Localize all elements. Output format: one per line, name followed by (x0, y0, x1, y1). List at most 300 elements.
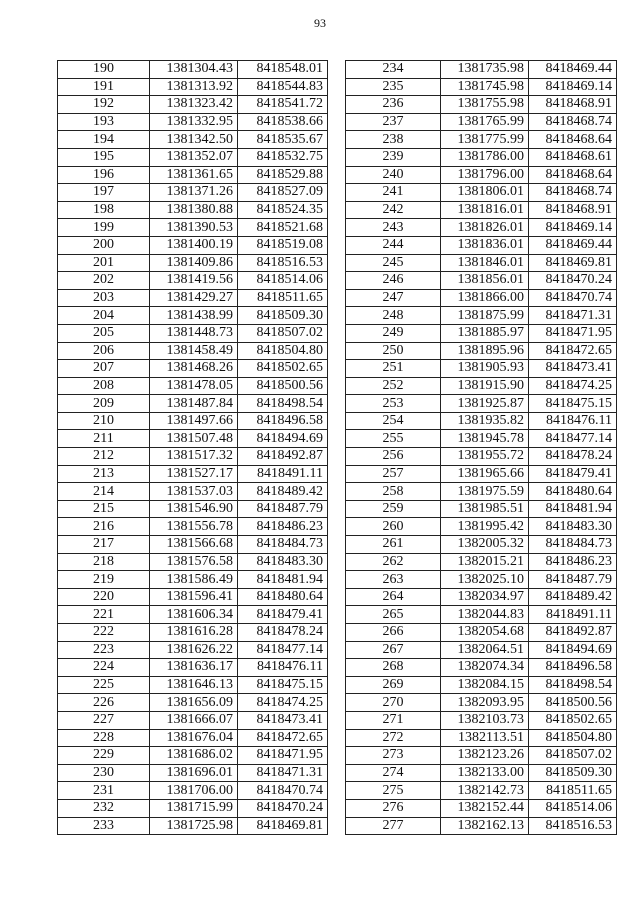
point-number-cell: 227 (58, 711, 150, 729)
point-number-cell: 190 (58, 61, 150, 79)
point-number-cell: 267 (346, 641, 441, 659)
x-coordinate-cell: 1381380.88 (150, 201, 238, 219)
point-number-cell: 243 (346, 219, 441, 237)
x-coordinate-cell: 1381915.90 (441, 377, 529, 395)
table-row (346, 465, 617, 483)
table-row (58, 571, 328, 589)
point-number-cell: 199 (58, 219, 150, 237)
y-coordinate-cell: 8418489.42 (238, 483, 328, 501)
table-row (346, 289, 617, 307)
point-number-cell: 254 (346, 412, 441, 430)
y-coordinate-cell: 8418471.31 (238, 764, 328, 782)
table-row (346, 430, 617, 448)
x-coordinate-cell: 1381352.07 (150, 148, 238, 166)
x-coordinate-cell: 1381955.72 (441, 448, 529, 466)
table-row (346, 96, 617, 114)
x-coordinate-cell: 1381458.49 (150, 342, 238, 360)
point-number-cell: 240 (346, 166, 441, 184)
y-coordinate-cell: 8418516.53 (238, 254, 328, 272)
x-coordinate-cell: 1381429.27 (150, 289, 238, 307)
x-coordinate-cell: 1381935.82 (441, 412, 529, 430)
x-coordinate-cell: 1382074.34 (441, 659, 529, 677)
point-number-cell: 269 (346, 676, 441, 694)
table-row (346, 747, 617, 765)
x-coordinate-cell: 1381696.01 (150, 764, 238, 782)
x-coordinate-cell: 1381715.99 (150, 799, 238, 817)
y-coordinate-cell: 8418502.65 (529, 711, 617, 729)
y-coordinate-cell: 8418469.14 (529, 78, 617, 96)
point-number-cell: 250 (346, 342, 441, 360)
point-number-cell: 275 (346, 782, 441, 800)
y-coordinate-cell: 8418516.53 (529, 817, 617, 835)
x-coordinate-cell: 1381517.32 (150, 448, 238, 466)
point-number-cell: 207 (58, 360, 150, 378)
x-coordinate-cell: 1381448.73 (150, 324, 238, 342)
x-coordinate-cell: 1381686.02 (150, 747, 238, 765)
y-coordinate-cell: 8418504.80 (238, 342, 328, 360)
x-coordinate-cell: 1381786.00 (441, 148, 529, 166)
table-row (346, 500, 617, 518)
table-row (58, 412, 328, 430)
x-coordinate-cell: 1381527.17 (150, 465, 238, 483)
x-coordinate-cell: 1382005.32 (441, 536, 529, 554)
y-coordinate-cell: 8418496.58 (238, 412, 328, 430)
table-row (58, 289, 328, 307)
y-coordinate-cell: 8418500.56 (529, 694, 617, 712)
table-row (58, 694, 328, 712)
y-coordinate-cell: 8418470.74 (238, 782, 328, 800)
table-row (58, 747, 328, 765)
y-coordinate-cell: 8418504.80 (529, 729, 617, 747)
point-number-cell: 239 (346, 148, 441, 166)
y-coordinate-cell: 8418487.79 (529, 571, 617, 589)
table-row (58, 307, 328, 325)
y-coordinate-cell: 8418473.41 (238, 711, 328, 729)
x-coordinate-cell: 1381390.53 (150, 219, 238, 237)
point-number-cell: 231 (58, 782, 150, 800)
point-number-cell: 255 (346, 430, 441, 448)
x-coordinate-cell: 1382034.97 (441, 588, 529, 606)
table-row (58, 782, 328, 800)
x-coordinate-cell: 1381656.09 (150, 694, 238, 712)
x-coordinate-cell: 1381905.93 (441, 360, 529, 378)
table-row (346, 360, 617, 378)
y-coordinate-cell: 8418496.58 (529, 659, 617, 677)
table-row (346, 307, 617, 325)
point-number-cell: 264 (346, 588, 441, 606)
y-coordinate-cell: 8418527.09 (238, 184, 328, 202)
y-coordinate-cell: 8418470.24 (238, 799, 328, 817)
table-row (58, 377, 328, 395)
point-number-cell: 252 (346, 377, 441, 395)
x-coordinate-cell: 1381866.00 (441, 289, 529, 307)
table-row (346, 131, 617, 149)
table-row (58, 624, 328, 642)
point-number-cell: 218 (58, 553, 150, 571)
y-coordinate-cell: 8418498.54 (238, 395, 328, 413)
point-number-cell: 270 (346, 694, 441, 712)
x-coordinate-cell: 1381596.41 (150, 588, 238, 606)
table-row (58, 219, 328, 237)
y-coordinate-cell: 8418548.01 (238, 61, 328, 79)
y-coordinate-cell: 8418470.24 (529, 272, 617, 290)
point-number-cell: 238 (346, 131, 441, 149)
y-coordinate-cell: 8418477.14 (529, 430, 617, 448)
y-coordinate-cell: 8418469.44 (529, 61, 617, 79)
table-row (346, 324, 617, 342)
table-row (58, 659, 328, 677)
point-number-cell: 204 (58, 307, 150, 325)
x-coordinate-cell: 1381332.95 (150, 113, 238, 131)
point-number-cell: 210 (58, 412, 150, 430)
y-coordinate-cell: 8418541.72 (238, 96, 328, 114)
point-number-cell: 213 (58, 465, 150, 483)
x-coordinate-cell: 1381304.43 (150, 61, 238, 79)
y-coordinate-cell: 8418480.64 (529, 483, 617, 501)
y-coordinate-cell: 8418487.79 (238, 500, 328, 518)
table-row (346, 799, 617, 817)
x-coordinate-cell: 1381361.65 (150, 166, 238, 184)
y-coordinate-cell: 8418486.23 (529, 553, 617, 571)
point-number-cell: 262 (346, 553, 441, 571)
y-coordinate-cell: 8418538.66 (238, 113, 328, 131)
point-number-cell: 242 (346, 201, 441, 219)
x-coordinate-cell: 1381895.96 (441, 342, 529, 360)
x-coordinate-cell: 1381606.34 (150, 606, 238, 624)
table-row (58, 641, 328, 659)
y-coordinate-cell: 8418479.41 (529, 465, 617, 483)
y-coordinate-cell: 8418491.11 (238, 465, 328, 483)
point-number-cell: 232 (58, 799, 150, 817)
y-coordinate-cell: 8418509.30 (529, 764, 617, 782)
point-number-cell: 194 (58, 131, 150, 149)
table-row (346, 113, 617, 131)
point-number-cell: 220 (58, 588, 150, 606)
table-row (346, 148, 617, 166)
point-number-cell: 256 (346, 448, 441, 466)
table-row (346, 606, 617, 624)
x-coordinate-cell: 1381371.26 (150, 184, 238, 202)
y-coordinate-cell: 8418468.64 (529, 166, 617, 184)
table-row (346, 729, 617, 747)
x-coordinate-cell: 1381816.01 (441, 201, 529, 219)
point-number-cell: 197 (58, 184, 150, 202)
y-coordinate-cell: 8418491.11 (529, 606, 617, 624)
point-number-cell: 201 (58, 254, 150, 272)
table-row (346, 782, 617, 800)
x-coordinate-cell: 1381985.51 (441, 500, 529, 518)
point-number-cell: 226 (58, 694, 150, 712)
table-row (58, 465, 328, 483)
x-coordinate-cell: 1382123.26 (441, 747, 529, 765)
point-number-cell: 219 (58, 571, 150, 589)
point-number-cell: 217 (58, 536, 150, 554)
point-number-cell: 229 (58, 747, 150, 765)
table-row (58, 711, 328, 729)
point-number-cell: 248 (346, 307, 441, 325)
table-row (346, 518, 617, 536)
y-coordinate-cell: 8418473.41 (529, 360, 617, 378)
page-number: 93 (314, 16, 326, 30)
table-row (58, 553, 328, 571)
x-coordinate-cell: 1381636.17 (150, 659, 238, 677)
y-coordinate-cell: 8418474.25 (238, 694, 328, 712)
point-number-cell: 195 (58, 148, 150, 166)
point-number-cell: 245 (346, 254, 441, 272)
table-row (58, 729, 328, 747)
x-coordinate-cell: 1381626.22 (150, 641, 238, 659)
table-row (346, 553, 617, 571)
y-coordinate-cell: 8418481.94 (529, 500, 617, 518)
x-coordinate-cell: 1382142.73 (441, 782, 529, 800)
y-coordinate-cell: 8418500.56 (238, 377, 328, 395)
y-coordinate-cell: 8418468.61 (529, 148, 617, 166)
point-number-cell: 224 (58, 659, 150, 677)
x-coordinate-cell: 1381419.56 (150, 272, 238, 290)
table-row (346, 254, 617, 272)
x-coordinate-cell: 1381646.13 (150, 676, 238, 694)
table-row (346, 78, 617, 96)
coordinates-table-left-body (58, 61, 328, 835)
table-row (346, 536, 617, 554)
y-coordinate-cell: 8418478.24 (238, 624, 328, 642)
x-coordinate-cell: 1381945.78 (441, 430, 529, 448)
table-row (346, 166, 617, 184)
x-coordinate-cell: 1381616.28 (150, 624, 238, 642)
y-coordinate-cell: 8418471.31 (529, 307, 617, 325)
point-number-cell: 241 (346, 184, 441, 202)
table-row (58, 166, 328, 184)
y-coordinate-cell: 8418524.35 (238, 201, 328, 219)
y-coordinate-cell: 8418514.06 (529, 799, 617, 817)
point-number-cell: 266 (346, 624, 441, 642)
x-coordinate-cell: 1381556.78 (150, 518, 238, 536)
y-coordinate-cell: 8418532.75 (238, 148, 328, 166)
table-row (346, 377, 617, 395)
point-number-cell: 236 (346, 96, 441, 114)
table-row (346, 817, 617, 835)
x-coordinate-cell: 1381666.07 (150, 711, 238, 729)
point-number-cell: 228 (58, 729, 150, 747)
x-coordinate-cell: 1381323.42 (150, 96, 238, 114)
point-number-cell: 202 (58, 272, 150, 290)
table-row (58, 184, 328, 202)
coordinates-table-right (345, 60, 617, 835)
table-row (346, 219, 617, 237)
y-coordinate-cell: 8418484.73 (529, 536, 617, 554)
point-number-cell: 221 (58, 606, 150, 624)
table-row (58, 606, 328, 624)
point-number-cell: 276 (346, 799, 441, 817)
y-coordinate-cell: 8418481.94 (238, 571, 328, 589)
table-row (58, 360, 328, 378)
y-coordinate-cell: 8418529.88 (238, 166, 328, 184)
point-number-cell: 235 (346, 78, 441, 96)
point-number-cell: 257 (346, 465, 441, 483)
y-coordinate-cell: 8418476.11 (529, 412, 617, 430)
x-coordinate-cell: 1381676.04 (150, 729, 238, 747)
table-row (58, 272, 328, 290)
point-number-cell: 205 (58, 324, 150, 342)
point-number-cell: 246 (346, 272, 441, 290)
coordinates-table-left (57, 60, 328, 835)
table-row (58, 131, 328, 149)
y-coordinate-cell: 8418483.30 (529, 518, 617, 536)
table-row (346, 764, 617, 782)
y-coordinate-cell: 8418475.15 (529, 395, 617, 413)
point-number-cell: 233 (58, 817, 150, 835)
y-coordinate-cell: 8418514.06 (238, 272, 328, 290)
x-coordinate-cell: 1381507.48 (150, 430, 238, 448)
table-row (58, 500, 328, 518)
point-number-cell: 259 (346, 500, 441, 518)
table-row (346, 201, 617, 219)
x-coordinate-cell: 1381576.58 (150, 553, 238, 571)
y-coordinate-cell: 8418469.44 (529, 236, 617, 254)
point-number-cell: 237 (346, 113, 441, 131)
x-coordinate-cell: 1381586.49 (150, 571, 238, 589)
y-coordinate-cell: 8418544.83 (238, 78, 328, 96)
y-coordinate-cell: 8418471.95 (238, 747, 328, 765)
y-coordinate-cell: 8418472.65 (238, 729, 328, 747)
point-number-cell: 273 (346, 747, 441, 765)
x-coordinate-cell: 1381836.01 (441, 236, 529, 254)
table-row (346, 676, 617, 694)
table-row (58, 61, 328, 79)
x-coordinate-cell: 1382084.15 (441, 676, 529, 694)
table-row (346, 184, 617, 202)
table-row (346, 412, 617, 430)
point-number-cell: 274 (346, 764, 441, 782)
point-number-cell: 230 (58, 764, 150, 782)
x-coordinate-cell: 1381765.99 (441, 113, 529, 131)
x-coordinate-cell: 1381796.00 (441, 166, 529, 184)
y-coordinate-cell: 8418468.91 (529, 201, 617, 219)
point-number-cell: 196 (58, 166, 150, 184)
x-coordinate-cell: 1381975.59 (441, 483, 529, 501)
table-row (346, 272, 617, 290)
table-row (58, 430, 328, 448)
y-coordinate-cell: 8418474.25 (529, 377, 617, 395)
y-coordinate-cell: 8418470.74 (529, 289, 617, 307)
y-coordinate-cell: 8418468.74 (529, 113, 617, 131)
y-coordinate-cell: 8418511.65 (529, 782, 617, 800)
y-coordinate-cell: 8418519.08 (238, 236, 328, 254)
table-row (58, 799, 328, 817)
x-coordinate-cell: 1382152.44 (441, 799, 529, 817)
x-coordinate-cell: 1381806.01 (441, 184, 529, 202)
point-number-cell: 265 (346, 606, 441, 624)
point-number-cell: 216 (58, 518, 150, 536)
y-coordinate-cell: 8418492.87 (238, 448, 328, 466)
point-number-cell: 272 (346, 729, 441, 747)
table-row (346, 483, 617, 501)
x-coordinate-cell: 1382025.10 (441, 571, 529, 589)
point-number-cell: 192 (58, 96, 150, 114)
point-number-cell: 249 (346, 324, 441, 342)
point-number-cell: 268 (346, 659, 441, 677)
x-coordinate-cell: 1381313.92 (150, 78, 238, 96)
x-coordinate-cell: 1381497.66 (150, 412, 238, 430)
table-row (346, 624, 617, 642)
y-coordinate-cell: 8418492.87 (529, 624, 617, 642)
y-coordinate-cell: 8418498.54 (529, 676, 617, 694)
y-coordinate-cell: 8418479.41 (238, 606, 328, 624)
point-number-cell: 263 (346, 571, 441, 589)
y-coordinate-cell: 8418468.74 (529, 184, 617, 202)
x-coordinate-cell: 1381856.01 (441, 272, 529, 290)
x-coordinate-cell: 1381826.01 (441, 219, 529, 237)
x-coordinate-cell: 1381342.50 (150, 131, 238, 149)
point-number-cell: 212 (58, 448, 150, 466)
y-coordinate-cell: 8418489.42 (529, 588, 617, 606)
y-coordinate-cell: 8418486.23 (238, 518, 328, 536)
point-number-cell: 206 (58, 342, 150, 360)
y-coordinate-cell: 8418469.81 (529, 254, 617, 272)
x-coordinate-cell: 1382113.51 (441, 729, 529, 747)
point-number-cell: 225 (58, 676, 150, 694)
x-coordinate-cell: 1381875.99 (441, 307, 529, 325)
y-coordinate-cell: 8418502.65 (238, 360, 328, 378)
x-coordinate-cell: 1381400.19 (150, 236, 238, 254)
table-row (58, 817, 328, 835)
table-row (58, 113, 328, 131)
point-number-cell: 211 (58, 430, 150, 448)
table-row (58, 342, 328, 360)
y-coordinate-cell: 8418475.15 (238, 676, 328, 694)
table-row (58, 764, 328, 782)
y-coordinate-cell: 8418521.68 (238, 219, 328, 237)
y-coordinate-cell: 8418478.24 (529, 448, 617, 466)
point-number-cell: 193 (58, 113, 150, 131)
x-coordinate-cell: 1381487.84 (150, 395, 238, 413)
point-number-cell: 203 (58, 289, 150, 307)
table-row (346, 641, 617, 659)
x-coordinate-cell: 1381925.87 (441, 395, 529, 413)
point-number-cell: 247 (346, 289, 441, 307)
point-number-cell: 215 (58, 500, 150, 518)
x-coordinate-cell: 1381409.86 (150, 254, 238, 272)
y-coordinate-cell: 8418484.73 (238, 536, 328, 554)
table-row (58, 448, 328, 466)
point-number-cell: 209 (58, 395, 150, 413)
table-row (346, 61, 617, 79)
x-coordinate-cell: 1382054.68 (441, 624, 529, 642)
x-coordinate-cell: 1381846.01 (441, 254, 529, 272)
table-row (58, 483, 328, 501)
y-coordinate-cell: 8418477.14 (238, 641, 328, 659)
point-number-cell: 244 (346, 236, 441, 254)
y-coordinate-cell: 8418494.69 (238, 430, 328, 448)
y-coordinate-cell: 8418494.69 (529, 641, 617, 659)
x-coordinate-cell: 1382103.73 (441, 711, 529, 729)
point-number-cell: 261 (346, 536, 441, 554)
x-coordinate-cell: 1381885.97 (441, 324, 529, 342)
x-coordinate-cell: 1381706.00 (150, 782, 238, 800)
x-coordinate-cell: 1382093.95 (441, 694, 529, 712)
x-coordinate-cell: 1381735.98 (441, 61, 529, 79)
x-coordinate-cell: 1381546.90 (150, 500, 238, 518)
table-row (58, 395, 328, 413)
x-coordinate-cell: 1382044.83 (441, 606, 529, 624)
point-number-cell: 198 (58, 201, 150, 219)
y-coordinate-cell: 8418469.81 (238, 817, 328, 835)
x-coordinate-cell: 1381725.98 (150, 817, 238, 835)
table-row (58, 236, 328, 254)
point-number-cell: 277 (346, 817, 441, 835)
x-coordinate-cell: 1382064.51 (441, 641, 529, 659)
table-row (58, 96, 328, 114)
